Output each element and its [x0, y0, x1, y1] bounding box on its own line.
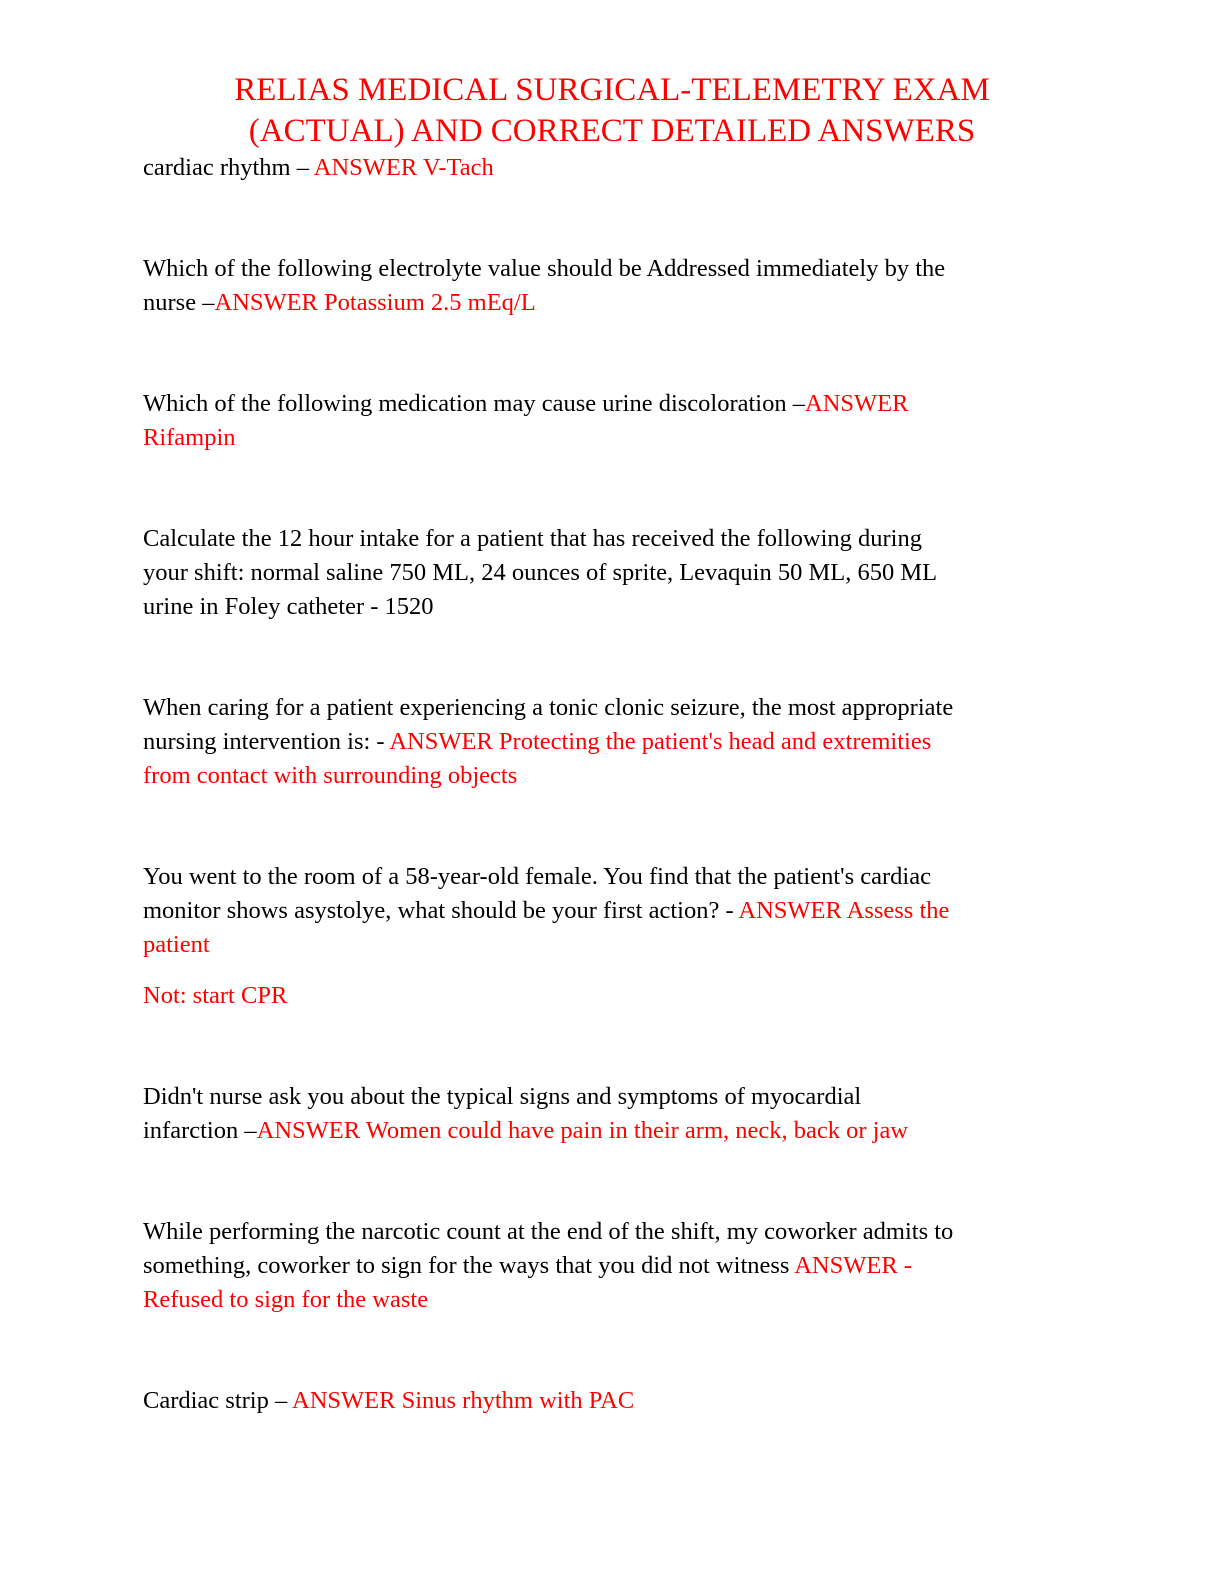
answer-text: ANSWER Potassium 2.5 mEq/L	[214, 289, 536, 316]
question-text: Didn't nurse ask you about the typical signs and symptoms of myocardial	[143, 1083, 862, 1110]
answer-text: ANSWER Assess the	[738, 897, 950, 924]
question-text: When caring for a patient experiencing a tonic clonic seizure, the most appropriate	[143, 694, 954, 721]
question-text: nursing intervention is: -	[143, 728, 390, 755]
question-text: Which of the following electrolyte value should be Addressed immediately by the	[143, 255, 946, 282]
answer-text: ANSWER Sinus rhythm with PAC	[292, 1387, 635, 1414]
qa-item-3	[143, 387, 1083, 455]
answer-text: ANSWER Protecting the patient's head and extremities	[389, 728, 932, 755]
question-text: You went to the room of a 58-year-old female. You find that the patient's cardiac	[143, 863, 931, 890]
question-text: While performing the narcotic count at the end of the shift, my coworker admits to	[143, 1218, 954, 1245]
question-text: something, coworker to sign for the ways that you did not witness	[143, 1252, 795, 1279]
answer-text: ANSWER Women could have pain in their arm, neck, back or jaw	[256, 1117, 909, 1144]
question-text: cardiac rhythm –	[143, 154, 314, 181]
qa-item-9	[143, 1384, 1083, 1418]
answer-text: ANSWER	[805, 390, 909, 417]
question-text: Which of the following medication may cause urine discoloration –	[143, 390, 805, 417]
answer-text: ANSWER V-Tach	[313, 154, 494, 181]
qa-item-5	[143, 691, 1083, 793]
answer-text: patient	[143, 931, 210, 958]
answer-text: Refused to sign for the waste	[143, 1286, 429, 1313]
question-text: nurse –	[143, 289, 215, 316]
question-text: your shift: normal saline 750 ML, 24 ounces of sprite, Levaquin 50 ML, 650 ML	[143, 559, 938, 586]
question-text: Cardiac strip –	[143, 1387, 293, 1414]
answer-text: Rifampin	[143, 424, 236, 451]
document-title	[0, 70, 1224, 152]
question-text: urine in Foley catheter - 1520	[143, 593, 434, 620]
question-text: monitor shows asystolye, what should be your first action? -	[143, 897, 739, 924]
title-line-2: (ACTUAL) AND CORRECT DETAILED ANSWERS	[248, 113, 976, 149]
answer-text: from contact with surrounding objects	[143, 762, 518, 789]
question-text: Calculate the 12 hour intake for a patient that has received the following during	[143, 525, 922, 552]
question-text: infarction –	[143, 1117, 257, 1144]
answer-note: Not: start CPR	[143, 982, 288, 1009]
answer-text: ANSWER -	[794, 1252, 912, 1279]
qa-item-7	[143, 1080, 1083, 1148]
title-line-1: RELIAS MEDICAL SURGICAL-TELEMETRY EXAM	[234, 72, 990, 108]
qa-item-1	[143, 151, 1083, 185]
qa-item-2	[143, 252, 1083, 320]
qa-item-8	[143, 1215, 1083, 1317]
qa-item-6	[143, 860, 1083, 962]
qa-item-4	[143, 522, 1083, 624]
